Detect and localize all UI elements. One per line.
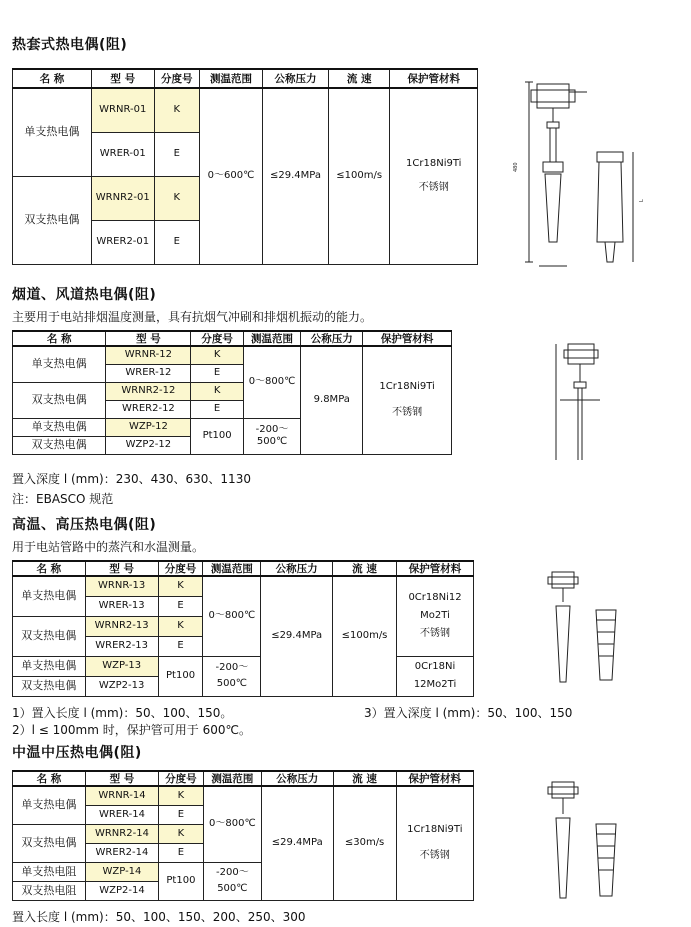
header-model: 型 号 [91,69,154,88]
division-cell: K [191,382,243,400]
section3-note3: 3）置入深度 l (mm)：50、100、150 [364,706,573,720]
range-line: -200～ [216,867,249,878]
material-cell [397,656,474,696]
range-line: 500℃ [256,436,288,447]
division-cell: E [191,364,243,382]
name-cell: 单支热电偶 [13,418,106,436]
material-line: 1Cr18Ni9Ti [406,158,462,170]
name-cell: 双支热电阻 [13,881,86,900]
section2-title: 烟道、风道热电偶(阻) [12,287,157,303]
header-material: 保护管材料 [396,771,473,786]
division-cell: Pt100 [159,862,204,900]
range-cell [203,862,261,900]
model-cell: WRNR2-14 [85,824,158,843]
model-cell: WRER-13 [85,596,158,616]
pressure-cell: 9.8MPa [301,346,363,454]
model-cell: WRER2-13 [85,636,158,656]
table-row [13,88,478,132]
range-line: 500℃ [217,883,248,894]
pressure-cell: ≤29.4MPa [261,786,333,900]
section4-table [12,770,474,901]
model-cell: WRER2-14 [85,843,158,862]
section3-note1: 1）置入长度 l (mm)：50、100、150。 [12,706,233,720]
header-division: 分度号 [158,561,203,576]
header-name: 名 称 [13,69,92,88]
name-cell: 单支热电偶 [13,346,106,382]
model-cell: WRER2-12 [106,400,191,418]
name-cell: 双支热电偶 [13,616,86,656]
model-cell: WRNR-01 [91,88,154,132]
speed-cell: ≤30m/s [333,786,396,900]
header-model: 型 号 [85,561,158,576]
header-range: 测温范围 [203,771,261,786]
division-cell: E [158,596,203,616]
material-line: 0Cr18Ni [414,661,456,672]
material-cell [363,346,452,454]
division-cell: E [154,220,199,264]
range-cell: 0～600℃ [199,88,262,264]
name-cell: 单支热电偶 [13,786,86,824]
model-cell: WRNR-12 [106,346,191,364]
svg-text:480: 480 [513,162,519,172]
range-line: -200～ [255,424,289,435]
model-cell: WRER-01 [91,132,154,176]
section3-note2: 2）l ≤ 100mm 时，保护管可用于 600℃。 [12,723,251,737]
section2-note2: 注：EBASCO 规范 [12,492,114,506]
range-cell [243,418,301,454]
material-cell [396,786,473,900]
division-cell: E [158,636,203,656]
model-cell: WRNR2-01 [91,176,154,220]
svg-text:L: L [639,199,645,202]
model-cell: WZP2-13 [85,676,158,696]
name-cell: 双支热电偶 [13,824,86,862]
header-division: 分度号 [159,771,204,786]
division-cell: E [159,843,204,862]
model-cell: WRNR2-13 [85,616,158,636]
header-model: 型 号 [106,331,191,346]
table-header-row [13,561,474,576]
header-name: 名 称 [13,561,86,576]
division-cell: K [191,346,243,364]
header-range: 测温范围 [203,561,261,576]
material-line: 1Cr18Ni9Ti [407,824,463,836]
material-line: 不锈钢 [392,407,423,419]
model-cell: WRNR2-12 [106,382,191,400]
table-row [13,786,474,805]
name-cell: 双支热电偶 [13,676,86,696]
speed-cell: ≤100m/s [328,88,390,264]
section4-title: 中温中压热电偶(阻) [12,745,142,761]
range-line: 500℃ [216,678,248,689]
header-material: 保护管材料 [363,331,452,346]
model-cell: WRER-12 [106,364,191,382]
material-cell [397,576,474,656]
flue-thermocouple-drawing [520,330,670,470]
material-line: 不锈钢 [419,850,450,862]
pressure-cell: ≤29.4MPa [261,576,333,696]
section2-desc: 主要用于电站排烟温度测量，具有抗烟气冲刷和排烟机振动的能力。 [12,310,373,324]
model-cell: WZP-14 [85,862,158,881]
name-cell: 双支热电偶 [13,436,106,454]
table-header-row [13,771,474,786]
model-cell: WRER2-01 [91,220,154,264]
header-material: 保护管材料 [397,561,474,576]
header-name: 名 称 [13,771,86,786]
section2-note1: 置入深度 l (mm)：230、430、630、1130 [12,472,251,486]
medium-pressure-drawing [530,772,650,907]
model-cell: WZP-13 [85,656,158,676]
header-material: 保护管材料 [390,69,478,88]
division-cell: Pt100 [191,418,243,454]
range-cell [203,656,261,696]
material-line: 不锈钢 [420,628,451,640]
high-pressure-drawing [530,562,650,702]
range-cell: 0～800℃ [203,576,261,656]
header-range: 测温范围 [199,69,262,88]
header-pressure: 公称压力 [261,771,333,786]
name-cell: 双支热电偶 [13,382,106,418]
name-cell: 单支热电阻 [13,862,86,881]
section3-table [12,560,474,697]
header-model: 型 号 [85,771,158,786]
section1-table [12,68,478,265]
material-line: 0Cr18Ni12 [408,592,462,604]
range-cell: 0～800℃ [243,346,301,418]
speed-cell: ≤100m/s [332,576,396,696]
division-cell: K [158,576,203,596]
division-cell: E [159,805,204,824]
header-name: 名 称 [13,331,106,346]
header-speed: 流 速 [332,561,396,576]
header-range: 测温范围 [243,331,301,346]
material-line: Mo2Ti [420,610,450,622]
header-speed: 流 速 [333,771,396,786]
division-cell: K [159,786,204,805]
range-cell: 0～800℃ [203,786,261,862]
section4-note1: 置入长度 l (mm)：50、100、150、200、250、300 [12,910,306,924]
thermowell-drawing-1 [495,62,685,272]
material-line: 12Mo2Ti [413,679,457,690]
division-cell: Pt100 [158,656,203,696]
model-cell: WRNR-14 [85,786,158,805]
section3-title: 高温、高压热电偶(阻) [12,517,157,533]
table-row [13,656,474,676]
header-division: 分度号 [154,69,199,88]
section3-desc: 用于电站管路中的蒸汽和水温测量。 [12,540,205,554]
header-pressure: 公称压力 [301,331,363,346]
model-cell: WZP-12 [106,418,191,436]
range-line: -200～ [215,662,249,673]
division-cell: K [159,824,204,843]
division-cell: K [158,616,203,636]
model-cell: WZP2-12 [106,436,191,454]
model-cell: WZP2-14 [85,881,158,900]
pressure-cell: ≤29.4MPa [263,88,329,264]
material-cell [390,88,478,264]
header-division: 分度号 [191,331,243,346]
header-speed: 流 速 [328,69,390,88]
table-header-row [13,69,478,88]
material-line: 不锈钢 [418,182,449,194]
division-cell: E [191,400,243,418]
section2-table [12,330,452,455]
division-cell: K [154,88,199,132]
table-row [13,576,474,596]
section1-title: 热套式热电偶(阻) [12,37,128,53]
header-pressure: 公称压力 [261,561,333,576]
name-cell: 单支热电偶 [13,656,86,676]
table-row [13,346,452,364]
model-cell: WRER-14 [85,805,158,824]
header-pressure: 公称压力 [263,69,329,88]
table-header-row [13,331,452,346]
division-cell: E [154,132,199,176]
material-line: 1Cr18Ni9Ti [379,381,435,393]
division-cell: K [154,176,199,220]
name-cell: 单支热电偶 [13,88,92,176]
name-cell: 双支热电偶 [13,176,92,264]
name-cell: 单支热电偶 [13,576,86,616]
model-cell: WRNR-13 [85,576,158,596]
